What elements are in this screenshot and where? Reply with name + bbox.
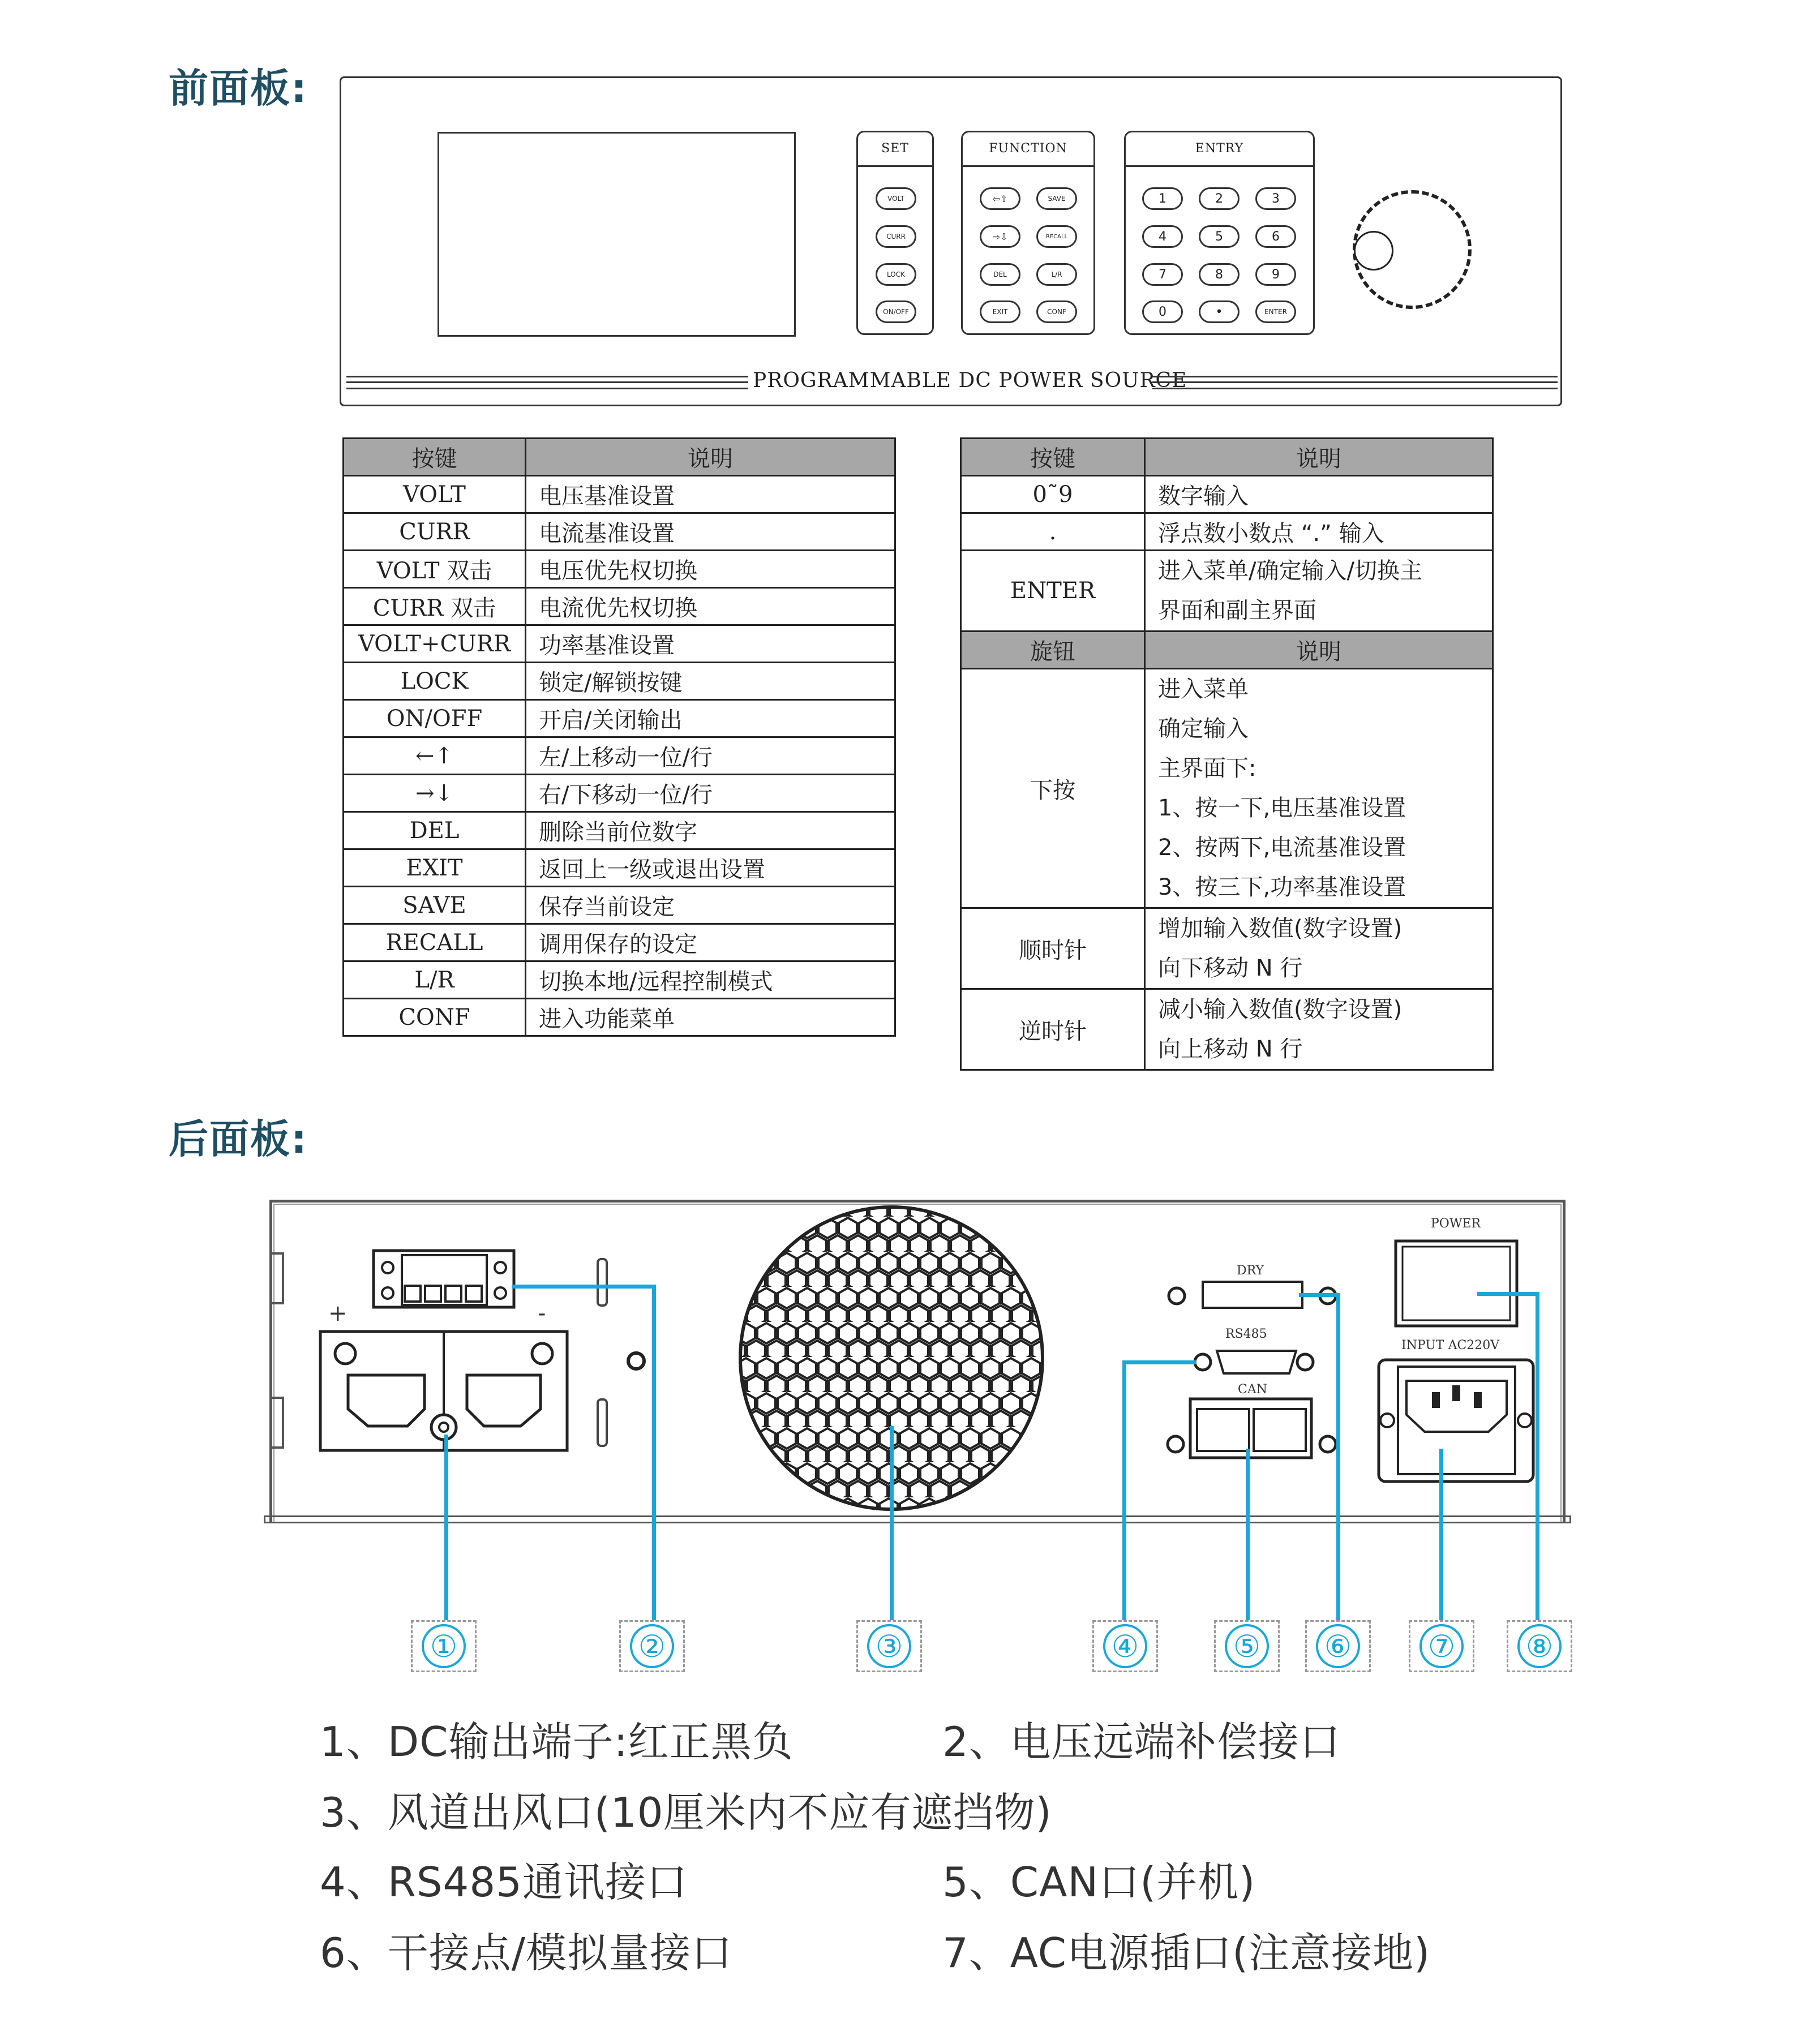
leader-line-1 [444, 1435, 448, 1620]
digit-0-key[interactable]: 0 [1142, 300, 1183, 323]
table-row: LOCK 锁定/解锁按键 [344, 663, 895, 700]
digit-4-key[interactable]: 4 [1142, 225, 1183, 248]
dry-label: DRY [1237, 1264, 1264, 1278]
leader-line-4h [1122, 1360, 1196, 1364]
table-row: CURR 电流基准设置 [344, 513, 895, 551]
table-row: CURR 双击 电流优先权切换 [344, 588, 895, 625]
legend-item-7: 7、AC电源插口(注意接地) [942, 1929, 1431, 1977]
table-row: 逆时针 减小输入数值(数字设置) 向上移动 N 行 [961, 989, 1493, 1070]
dc-minus-label: - [538, 1300, 546, 1326]
power-label: POWER [1431, 1217, 1481, 1231]
table-row: 顺时针 增加输入数值(数字设置) 向下移动 N 行 [961, 908, 1493, 989]
table-row: →↓ 右/下移动一位/行 [344, 775, 895, 812]
leader-line-7 [1439, 1449, 1443, 1620]
table-row: CONF 进入功能菜单 [344, 999, 895, 1036]
legend-item-2: 2、电压远端补偿接口 [942, 1718, 1341, 1766]
curr-key[interactable]: CURR [876, 225, 916, 248]
leader-line-2 [652, 1285, 656, 1620]
table-row: L/R 切换本地/远程控制模式 [344, 961, 895, 999]
del-key[interactable]: DEL [980, 263, 1020, 286]
digit-8-key[interactable]: 8 [1199, 263, 1240, 286]
on-off-key[interactable]: ON/OFF [876, 300, 916, 323]
callout-6: ⑥ [1305, 1620, 1371, 1672]
callout-4: ④ [1092, 1620, 1158, 1672]
brand-label: PROGRAMMABLE DC POWER SOURCE [753, 369, 1187, 392]
right-down-key[interactable]: ⇨⇩ [980, 225, 1020, 248]
table-header: 按键 [961, 439, 1145, 476]
leader-line-4 [1122, 1360, 1126, 1620]
leader-line-8h [1477, 1292, 1539, 1296]
l-r-key[interactable]: L/R [1036, 263, 1077, 286]
legend-item-4: 4、RS485通讯接口 [320, 1858, 688, 1906]
set-group-title: SET [881, 141, 909, 156]
digit-1-key[interactable]: 1 [1142, 187, 1183, 210]
table-row: ←↑ 左/上移动一位/行 [344, 737, 895, 775]
digit-2-key[interactable]: 2 [1199, 187, 1240, 210]
function-group-title: FUNCTION [989, 141, 1067, 156]
table-row: ON/OFF 开启/关闭输出 [344, 700, 895, 737]
power-switch [1396, 1241, 1517, 1326]
legend-item-6: 6、干接点/模拟量接口 [320, 1929, 733, 1977]
table-header: 说明 [1145, 632, 1493, 669]
rear-panel-heading: 后面板: [169, 1116, 308, 1162]
table-row: VOLT 电压基准设置 [344, 476, 895, 513]
leader-line-8 [1536, 1292, 1539, 1620]
table-row: 0˜9 数字输入 [961, 476, 1493, 513]
table-row: . 浮点数小数点 “.” 输入 [961, 513, 1493, 551]
callout-2: ② [619, 1620, 685, 1672]
enter-key[interactable]: ENTER [1255, 300, 1296, 323]
input-ac220v-label: INPUT AC220V [1401, 1338, 1500, 1352]
side-tab [271, 1253, 283, 1303]
table-row: RECALL 调用保存的设定 [344, 924, 895, 961]
table-row: ENTER 进入菜单/确定输入/切换主 界面和副主界面 [961, 551, 1493, 632]
exit-key[interactable]: EXIT [980, 300, 1020, 323]
left-up-key[interactable]: ⇦⇧ [980, 187, 1020, 210]
callout-1: ① [411, 1620, 477, 1672]
leader-line-6h [1299, 1293, 1340, 1297]
callout-3: ③ [856, 1620, 922, 1672]
screw-icon [628, 1353, 644, 1369]
rs485-port [1217, 1351, 1296, 1373]
side-tab [271, 1398, 283, 1448]
leader-line-5 [1246, 1449, 1250, 1620]
decimal-point-key[interactable]: • [1199, 300, 1240, 323]
table-row: EXIT 返回上一级或退出设置 [344, 849, 895, 887]
legend-item-1: 1、DC输出端子:红正黑负 [320, 1718, 794, 1766]
table-row: 下按 进入菜单 确定输入 主界面下: 1、按一下,电压基准设置 2、按两下,电流基准设置 3、按三下,功率基准设置 [961, 669, 1493, 908]
lock-key[interactable]: LOCK [876, 263, 916, 286]
save-key[interactable]: SAVE [1036, 187, 1077, 210]
front-panel-heading: 前面板: [169, 65, 308, 111]
conf-key[interactable]: CONF [1036, 300, 1077, 323]
table-header: 说明 [526, 439, 895, 476]
table-row: VOLT+CURR 功率基准设置 [344, 625, 895, 663]
recall-key[interactable]: RECALL [1036, 225, 1077, 248]
legend-item-3: 3、风道出风口(10厘米内不应有遮挡物) [320, 1789, 1052, 1836]
table-header: 旋钮 [961, 632, 1145, 669]
digit-3-key[interactable]: 3 [1255, 187, 1296, 210]
table-row: DEL 删除当前位数字 [344, 812, 895, 849]
callout-7: ⑦ [1409, 1620, 1474, 1672]
can-label: CAN [1238, 1382, 1267, 1397]
leader-line-2h [512, 1285, 654, 1289]
legend-item-5: 5、CAN口(并机) [942, 1858, 1256, 1906]
table-header: 按键 [344, 439, 526, 476]
entry-group-title: ENTRY [1195, 141, 1244, 156]
digit-5-key[interactable]: 5 [1199, 225, 1240, 248]
table-header: 说明 [1145, 439, 1493, 476]
digit-6-key[interactable]: 6 [1255, 225, 1296, 248]
leader-line-6 [1336, 1293, 1340, 1620]
callout-8: ⑧ [1507, 1620, 1572, 1672]
dc-plus-label: + [328, 1300, 348, 1326]
remote-sense-terminal [374, 1251, 514, 1307]
table-row: VOLT 双击 电压优先权切换 [344, 551, 895, 588]
digit-9-key[interactable]: 9 [1255, 263, 1296, 286]
volt-key[interactable]: VOLT [876, 187, 916, 210]
rs485-label: RS485 [1225, 1327, 1267, 1341]
leader-line-3 [890, 1426, 894, 1620]
table-row: SAVE 保存当前设定 [344, 887, 895, 924]
callout-5: ⑤ [1214, 1620, 1280, 1672]
ac-inlet [1379, 1360, 1533, 1482]
can-ports [1190, 1399, 1311, 1458]
digit-7-key[interactable]: 7 [1142, 263, 1183, 286]
dry-connector [1203, 1282, 1302, 1308]
